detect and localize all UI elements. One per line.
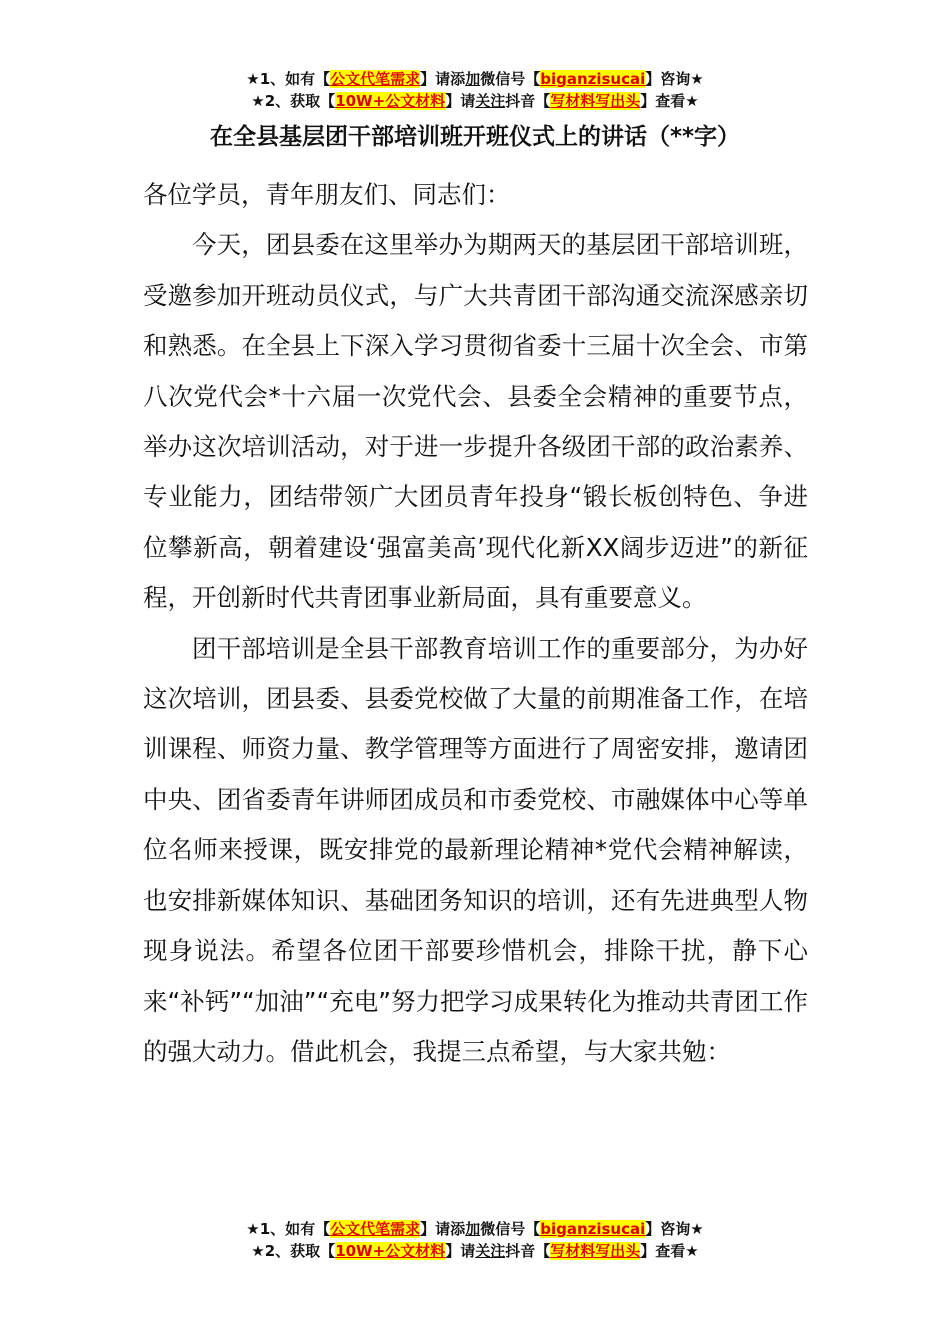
promo-text: 抖音【 [505,92,551,110]
promo-text: 】请添 [420,70,466,88]
promo-text: 加 [465,1220,481,1238]
promo-line-1 [0,1218,950,1240]
promo-text: 加 [465,70,481,88]
document-title: 在全县基层团干部培训班开班仪式上的讲话（**字） [209,124,741,150]
promo-highlight: 10W+公文材料 [335,92,446,110]
promo-text: ★2、获取【 [251,1242,336,1260]
promo-text: 】查看★ [640,92,699,110]
promo-highlight: biganzisucai [540,1220,646,1238]
promo-text: 微信号【 [480,70,541,88]
promo-text: 】咨询★ [645,70,704,88]
promo-text: 关注 [475,1242,506,1260]
promo-line-1 [0,68,950,90]
promo-text: ★1、如有【 [246,70,331,88]
promo-highlight: 公文代笔需求 [330,70,421,88]
promo-text: 微信号【 [480,1220,541,1238]
promo-highlight: 写材料写出头 [550,1242,641,1260]
promo-highlight: 10W+公文材料 [335,1242,446,1260]
promo-text: 】请 [445,1242,476,1260]
promo-text: ★2、获取【 [251,92,336,110]
body-paragraph: 今天，团县委在这里举办为期两天的基层团干部培训班，受邀参加开班动员仪式，与广大共青团干部沟通交流深感亲切和熟悉。在全县上下深入学习贯彻省委十三届十次全会、市第八次党代会*十六届一次党代会、县委全会精神的重要节点，举办这次培训活动，对于进一步提升各级团干部的政治素养、专业能力，团结带领广大团员青年投身“锻长板创特色、争进位攀新高，朝着建设‘强富美高’现代化新XX阔步迈进”的新征程，开创新时代共青团事业新局面，具有重要意义。 [143,230,808,613]
promo-line-2 [0,1240,950,1262]
promo-text: 关注 [475,92,506,110]
document-body [143,170,808,1077]
promo-text: 】咨询★ [645,1220,704,1238]
promo-highlight: biganzisucai [540,70,646,88]
promo-line-2 [0,90,950,112]
body-paragraph: 团干部培训是全县干部教育培训工作的重要部分，为办好这次培训，团县委、县委党校做了大量的前期准备工作，在培训课程、师资力量、教学管理等方面进行了周密安排，邀请团中央、团省委青年讲师团成员和市委党校、市融媒体中心等单位名师来授课，既安排党的最新理论精神*党代会精神解读，也安排新媒体知识、基础团务知识的培训，还有先进典型人物现身说法。希望各位团干部要珍惜机会，排除干扰，静下心来“补钙”“加油”“充电”努力把学习成果转化为推动共青团工作的强大动力。借此机会，我提三点希望，与大家共勉： [143,633,808,1066]
promo-highlight: 公文代笔需求 [330,1220,421,1238]
promo-text: 抖音【 [505,1242,551,1260]
promo-text: 】请 [445,92,476,110]
top-promo-banner [0,68,950,112]
salutation: 各位学员，青年朋友们、同志们： [143,180,511,209]
promo-text: 】查看★ [640,1242,699,1260]
promo-text: ★1、如有【 [246,1220,331,1238]
bottom-promo-banner [0,1218,950,1262]
promo-highlight: 写材料写出头 [550,92,641,110]
promo-text: 】请添 [420,1220,466,1238]
